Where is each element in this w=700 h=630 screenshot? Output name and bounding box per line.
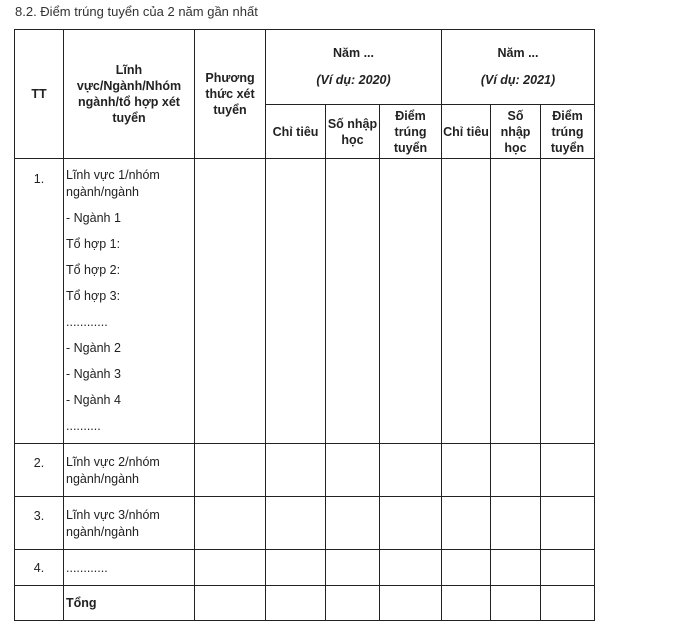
row-number: 1. [15,159,64,444]
empty-cell [541,550,595,586]
header-enrolled-2020: Số nhập học [326,105,380,159]
empty-cell [266,550,326,586]
empty-cell [491,444,541,497]
empty-cell [380,444,442,497]
field-line: Tổ hợp 2: [66,263,121,277]
empty-cell [266,159,326,444]
empty-cell [380,497,442,550]
empty-cell [491,586,541,621]
empty-cell [326,159,380,444]
header-quota-2020: Chỉ tiêu [266,105,326,159]
empty-cell [442,586,491,621]
field-cell [64,497,195,550]
row-number: 2. [15,444,64,497]
empty-cell [326,444,380,497]
table-row [15,550,595,586]
field-cell [64,444,195,497]
field-line: - Ngành 3 [66,367,121,381]
field-line: - Ngành 1 [66,211,121,225]
field-line: ............ [66,561,108,575]
empty-cell [15,586,64,621]
empty-cell [266,586,326,621]
empty-cell [380,159,442,444]
year-2-example: (Ví dụ: 2021) [480,73,556,87]
empty-cell [442,550,491,586]
empty-cell [541,497,595,550]
empty-cell [195,586,266,621]
empty-cell [195,497,266,550]
empty-cell [326,586,380,621]
header-tt: TT [15,30,64,159]
empty-cell [442,497,491,550]
admission-score-table [14,29,595,621]
field-line: Lĩnh vực 3/nhóm ngành/ngành [66,508,160,539]
empty-cell [442,159,491,444]
empty-cell [380,586,442,621]
section-heading: 8.2. Điểm trúng tuyển của 2 năm gần nhất [15,4,258,19]
header-score-2020: Điểm trúng tuyển [380,105,442,159]
field-cell [64,159,195,444]
empty-cell [491,550,541,586]
field-cell [64,550,195,586]
field-line: ............ [66,315,108,329]
field-line: Lĩnh vực 1/nhóm ngành/ngành [66,168,160,199]
header-year-1 [266,30,442,105]
header-enrolled-2021: Số nhập học [491,105,541,159]
total-label: Tổng [64,586,195,621]
field-line: Tổ hợp 3: [66,289,121,303]
empty-cell [491,159,541,444]
row-number: 3. [15,497,64,550]
header-score-2021: Điểm trúng tuyển [541,105,595,159]
empty-cell [326,497,380,550]
empty-cell [195,550,266,586]
header-field: Lĩnh vực/Ngành/Nhóm ngành/tổ hợp xét tuyển [64,30,195,159]
empty-cell [266,444,326,497]
field-line: Tổ hợp 1: [66,237,121,251]
table-row [15,159,595,444]
empty-cell [541,586,595,621]
empty-cell [442,444,491,497]
empty-cell [541,444,595,497]
field-line: - Ngành 2 [66,341,121,355]
header-method: Phương thức xét tuyển [195,30,266,159]
row-number: 4. [15,550,64,586]
empty-cell [326,550,380,586]
empty-cell [541,159,595,444]
field-line: - Ngành 4 [66,393,121,407]
field-line: .......... [66,419,101,433]
total-row [15,586,595,621]
table-row [15,497,595,550]
year-2-title: Năm ... [497,46,539,60]
empty-cell [491,497,541,550]
year-1-example: (Ví dụ: 2020) [316,73,391,87]
field-line: Lĩnh vực 2/nhóm ngành/ngành [66,455,160,486]
empty-cell [380,550,442,586]
year-1-title: Năm ... [333,46,374,60]
empty-cell [266,497,326,550]
empty-cell [195,444,266,497]
empty-cell [195,159,266,444]
table-row [15,444,595,497]
header-year-2 [442,30,595,105]
header-quota-2021: Chỉ tiêu [442,105,491,159]
